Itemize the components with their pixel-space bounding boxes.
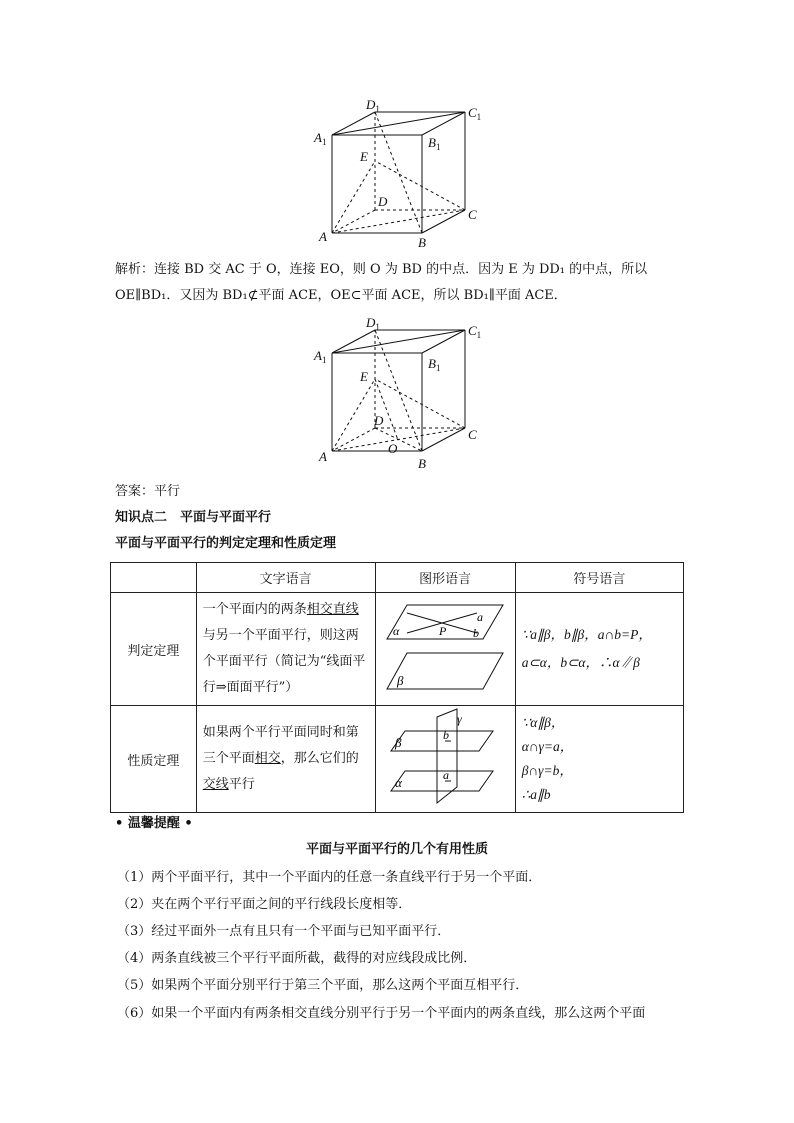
label-a1: $A_1$ <box>314 348 327 365</box>
label-c1: $C_1$ <box>468 323 482 340</box>
label-beta: β <box>395 735 402 750</box>
label-b: b <box>473 626 480 640</box>
header-text-language: 文字语言 <box>196 563 375 593</box>
underlined-term: 交线 <box>202 777 229 792</box>
tip-item: （3）经过平面外一点有且只有一个平面与已知平面平行． <box>117 924 451 939</box>
header-symbol-language: 符号语言 <box>515 563 683 593</box>
row-name: 判定定理 <box>111 593 197 706</box>
row-figure <box>375 706 515 813</box>
row-symbols: ∵a∥β，b∥β，a∩b=P， a⊂α，b⊂α，∴α∥β <box>515 593 683 706</box>
label-c: C <box>468 427 477 442</box>
label-o: O <box>388 441 398 456</box>
header-figure-language: 图形语言 <box>375 563 515 593</box>
row-name: 性质定理 <box>111 706 197 813</box>
cube-figure-1 <box>310 95 490 255</box>
label-b1: $B_1$ <box>428 356 441 373</box>
label-a: a <box>477 610 484 624</box>
label-p: P <box>439 624 447 638</box>
label-e: E <box>360 149 368 164</box>
label-b1: $B_1$ <box>428 135 441 152</box>
label-d: D <box>378 194 388 209</box>
tip-title: 平面与平面平行的几个有用性质 <box>305 842 488 857</box>
label-gamma: γ <box>457 712 462 726</box>
label-d: D <box>374 413 384 428</box>
criterion-figure <box>385 597 505 697</box>
label-c: C <box>468 207 477 222</box>
row-text: 一个平面内的两条相交直线与另一个平面平行，则这两个平面平行（简记为“线面平行⇒面面平行”） <box>196 593 375 706</box>
label-d1: $D_1$ <box>366 315 380 332</box>
label-a: a <box>443 768 450 782</box>
tip-item: （2）夹在两个平行平面之间的平行线段长度相等． <box>117 897 412 912</box>
table-row-property <box>111 706 684 813</box>
label-alpha: α <box>395 775 402 790</box>
analysis-line-2: OE∥BD₁．又因为 BD₁⊄平面 ACE，OE⊂平面 ACE，所以 BD₁∥平面 ACE． <box>115 288 567 303</box>
label-b: B <box>418 235 426 250</box>
analysis-line-1: 解析：连接 BD 交 AC 于 O，连接 EO，则 O 为 BD 的中点．因为 E 为 DD₁ 的中点，所以 <box>115 262 648 277</box>
label-a1: $A_1$ <box>314 130 327 147</box>
label-alpha: α <box>393 624 400 638</box>
section-title: 知识点二 平面与平面平行 <box>115 510 272 525</box>
tip-item: （4）两条直线被三个平行平面所截，截得的对应线段成比例． <box>117 951 477 966</box>
label-beta: β <box>397 673 404 688</box>
row-symbols: ∵α∥β， α∩γ=a， β∩γ=b， ∴a∥b <box>515 706 683 813</box>
label-d1: $D_1$ <box>366 97 380 114</box>
underlined-term: 相交直线 <box>306 602 359 617</box>
header-cell-empty <box>111 563 197 593</box>
table-header-row <box>111 563 684 593</box>
label-a: A <box>319 229 327 244</box>
tip-item: （5）如果两个平面分别平行于第三个平面，那么这两个平面互相平行． <box>117 978 529 993</box>
property-figure <box>385 707 505 807</box>
theorem-table <box>110 562 684 813</box>
row-text: 如果两个平行平面同时和第三个平面相交，那么它们的交线平行 <box>196 706 375 813</box>
tip-item: （6）如果一个平面内有两条相交直线分别平行于另一个平面内的两条直线，那么这两个平面 <box>117 1006 646 1021</box>
label-b: B <box>418 456 426 471</box>
row-figure <box>375 593 515 706</box>
underlined-term: 相交 <box>254 751 281 766</box>
label-a: A <box>319 449 327 464</box>
label-b: b <box>443 728 450 742</box>
cube-figure-2 <box>310 313 490 473</box>
label-e: E <box>360 369 368 384</box>
table-caption: 平面与平面平行的判定定理和性质定理 <box>115 536 337 551</box>
tip-label: • 温馨提醒 • <box>115 816 193 831</box>
table-row-criterion <box>111 593 684 706</box>
label-c1: $C_1$ <box>468 105 482 122</box>
tip-item: （1）两个平面平行，其中一个平面内的任意一条直线平行于另一个平面． <box>117 870 542 885</box>
answer-line: 答案：平行 <box>115 484 181 499</box>
